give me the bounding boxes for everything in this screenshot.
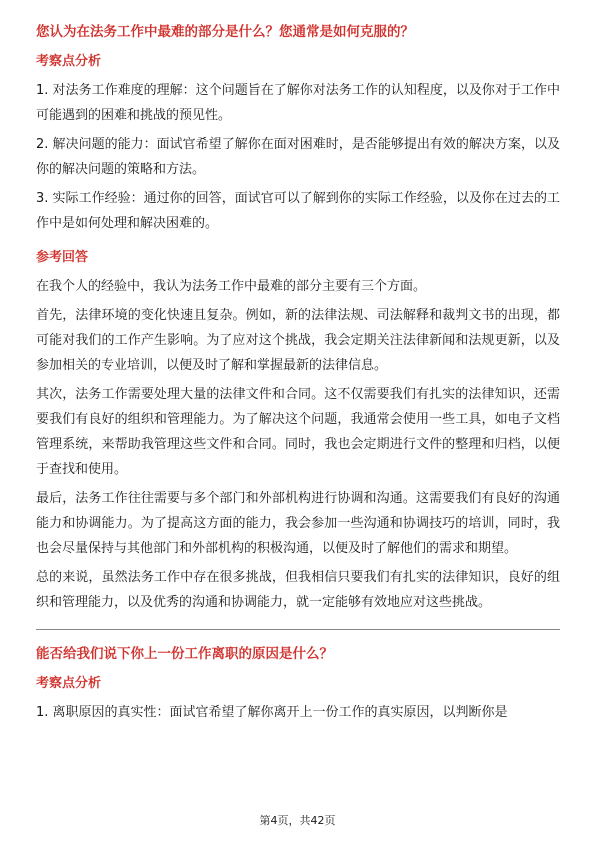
section-spacer: [36, 240, 560, 248]
q1-analysis-point-1: 1. 对法务工作难度的理解：这个问题旨在了解你对法务工作的认知程度，以及你对于工作中可能遇到的困难和挑战的预见性。: [36, 83, 560, 123]
q2-analysis-point-1: 1. 离职原因的真实性：面试官希望了解你离开上一份工作的真实原因，以判断你是: [36, 705, 508, 720]
question-1-title: 您认为在法务工作中最难的部分是什么？您通常是如何克服的？: [36, 24, 414, 40]
q2-analysis-label: 考察点分析: [36, 676, 102, 691]
q1-analysis-point-3: 3. 实际工作经验：通过你的回答，面试官可以了解到你的实际工作经验，以及你在过去的工作中是如何处理和解决困难的。: [36, 191, 560, 231]
q1-answer-summary: 总的来说，虽然法务工作中存在很多挑战，但我相信只要我们有扎实的法律知识，良好的组织和管理能力，以及优秀的沟通和协调能力，就一定能够有效地应对这些挑战。: [36, 570, 560, 610]
q1-answer-last: 最后，法务工作往往需要与多个部门和外部机构进行协调和沟通。这需要我们有良好的沟通能力和协调能力。为了提高这方面的能力，我会参加一些沟通和协调技巧的培训，同时，我也会尽量保持与其他部门和外部机构的积极沟通，以便及时了解他们的需求和期望。: [36, 491, 560, 556]
q1-answer-intro: 在我个人的经验中，我认为法务工作中最难的部分主要有三个方面。: [36, 279, 427, 294]
q1-answer-label: 参考回答: [36, 250, 89, 265]
question-divider: [36, 629, 560, 630]
page-content: [36, 22, 560, 729]
q1-answer-second: 其次，法务工作需要处理大量的法律文件和合同。这不仅需要我们有扎实的法律知识，还需要我们有良好的组织和管理能力。为了解决这个问题，我通常会使用一些工具，如电子文档管理系统，来帮助我管理这些文件和合同。同时，我也会定期进行文件的整理和归档，以便于查找和使用。: [36, 387, 560, 477]
page-number-footer: 第4页，共42页: [259, 814, 336, 827]
question-2-title: 能否给我们说下你上一份工作离职的原因是什么？: [36, 646, 333, 662]
q1-analysis-point-2: 2. 解决问题的能力：面试官希望了解你在面对困难时，是否能够提出有效的解决方案，以及你的解决问题的策略和方法。: [36, 137, 560, 177]
q1-answer-first: 首先，法律环境的变化快速且复杂。例如，新的法律法规、司法解释和裁判文书的出现，都可能对我们的工作产生影响。为了应对这个挑战，我会定期关注法律新闻和法规更新，以及参加相关的专业培训，以便及时了解和掌握最新的法律信息。: [36, 308, 560, 373]
q1-analysis-label: 考察点分析: [36, 54, 102, 69]
